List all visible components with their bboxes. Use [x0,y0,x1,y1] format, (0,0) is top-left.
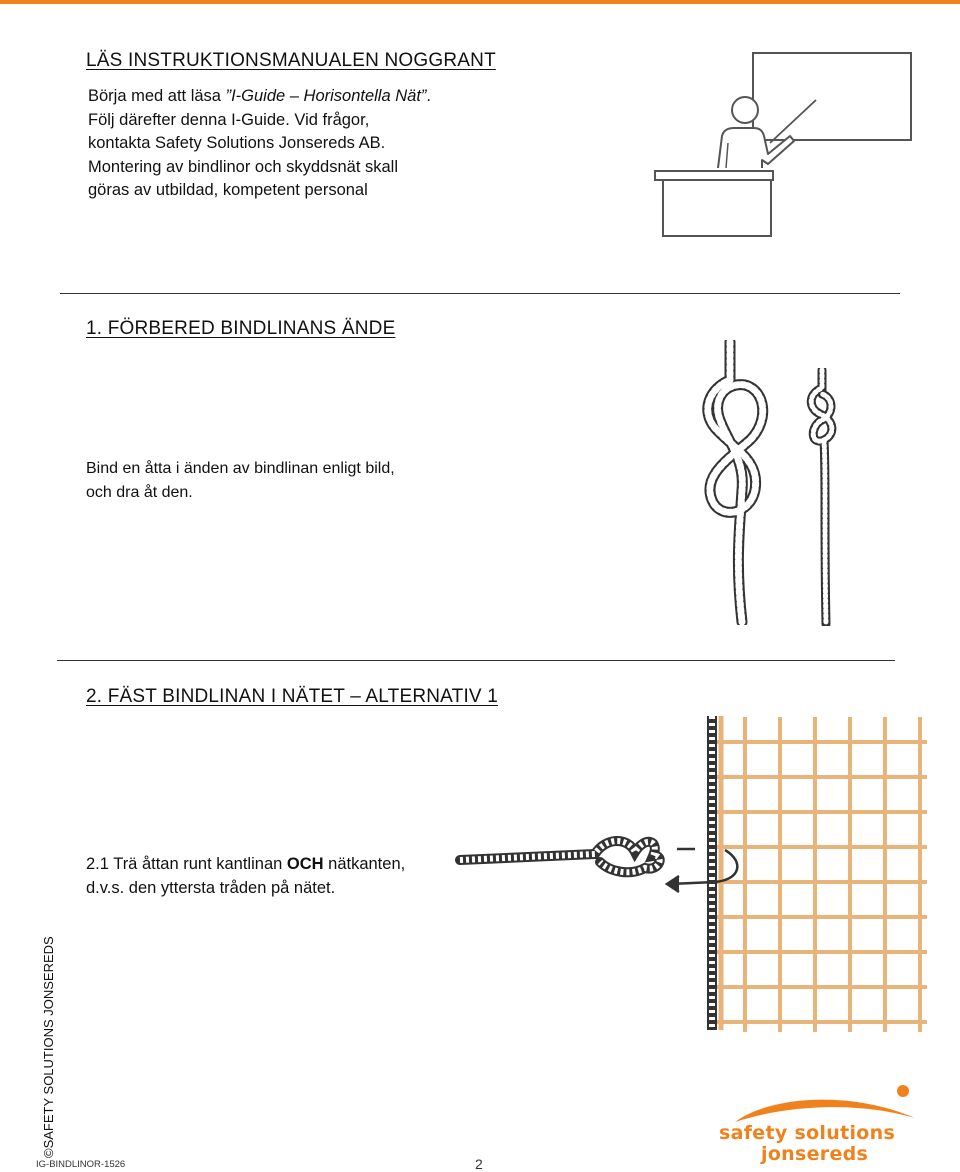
intro-line-4: Montering av bindlinor och skyddsnät skall [88,157,398,176]
person-head [732,97,758,123]
divider-1 [60,293,900,294]
section2-step-line-1: 2.1 Trä åttan runt kantlinan OCH nätkanten, [86,855,406,873]
logo-swoosh-icon [710,1082,940,1127]
whiteboard [753,53,911,140]
net-illustration [455,712,930,1037]
figure-eight-knot-loose [690,340,780,625]
section2-step-line-2: d.v.s. den yttersta tråden på nätet. [86,878,336,897]
section1-line-1: Bind en åtta i änden av bindlinan enligt bild, [86,460,395,477]
section1-text [86,457,506,504]
divider-2 [57,660,895,661]
desk-body [663,180,771,236]
copyright-vertical: ©SAFETY SOLUTIONS JONSEREDS [41,936,56,1158]
section1-heading: 1. FÖRBERED BINDLINANS ÄNDE [86,318,396,339]
section1-line-2: och dra åt den. [86,483,193,501]
border-rope [712,716,721,1030]
page-number: 2 [475,1156,483,1172]
intro-text [88,85,518,203]
intro-line-3: kontakta Safety Solutions Jonsereds AB. [88,134,386,152]
intro-line-5: göras av utbildad, kompetent personal [88,181,368,199]
figure-eight-knot-tight [800,368,846,626]
instructor-illustration [650,48,918,244]
document-code: IG-BINDLINOR-1526 [36,1159,126,1170]
intro-line-2: Följ därefter denna I-Guide. Vid frågor, [88,110,370,129]
arrow-icon [667,849,737,892]
intro-line-1: Börja med att läsa ”I-Guide – Horisontella Nät”. [88,87,431,105]
intro-heading: LÄS INSTRUKTIONSMANUALEN NOGGRANT [86,50,496,71]
section2-step-text [86,853,466,900]
top-accent-bar [0,0,960,4]
logo-line-1: safety solutions [719,1122,896,1144]
logo-line-2: jonsereds [761,1143,869,1165]
company-logo [710,1082,940,1167]
tie-rope [460,841,660,872]
desk-top [655,171,773,180]
safety-net-mesh [717,717,927,1032]
section2-heading: 2. FÄST BINDLINAN I NÄTET – ALTERNATIV 1 [86,686,499,707]
